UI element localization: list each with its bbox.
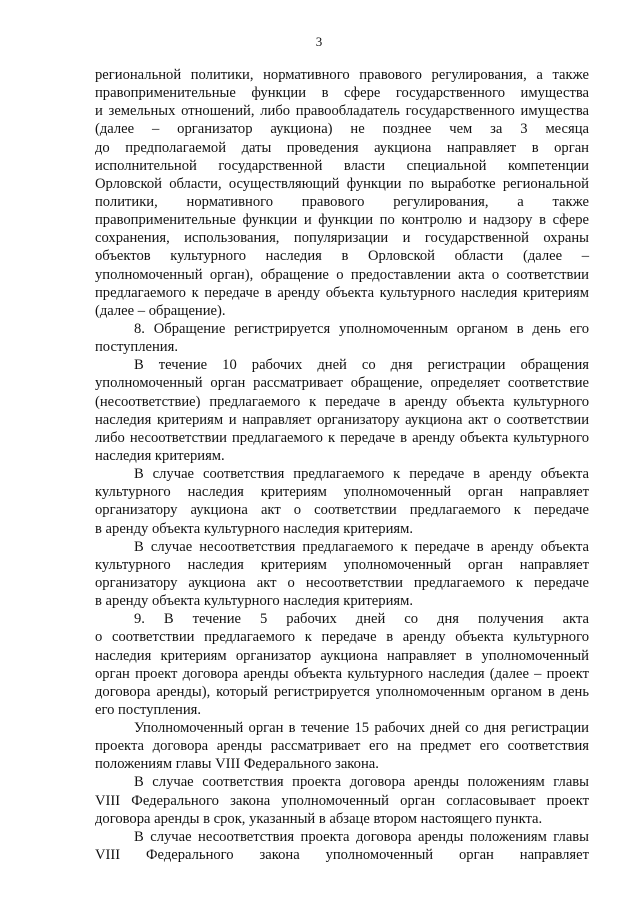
text-line: политики, нормативного правового регулирования, а также xyxy=(95,193,589,210)
text-line: В случае несоответствия предлагаемого к передаче в аренду объекта xyxy=(134,538,589,555)
text-line: поступления. xyxy=(95,339,178,356)
text-line: 9. В течение 5 рабочих дней со дня получения акта xyxy=(134,611,589,628)
text-line: наследия критериям и направляет организатору аукциона акт о соответствии xyxy=(95,411,589,428)
text-line: В случае соответствия предлагаемого к передаче в аренду объекта xyxy=(134,466,589,483)
text-line: В течение 10 рабочих дней со дня регистрации обращения xyxy=(134,357,589,374)
text-line: договора аренды), который регистрируется уполномоченным органом в день xyxy=(95,683,589,700)
text-line: его поступления. xyxy=(95,701,202,718)
text-line: до предполагаемой даты проведения аукциона направляет в орган xyxy=(95,139,589,156)
text-line: VIII Федерального закона уполномоченный орган согласовывает проект xyxy=(95,792,589,809)
text-line: VIII Федерального закона уполномоченный орган направляет xyxy=(95,847,589,864)
text-line: и земельных отношений, либо правообладатель государственного имущества xyxy=(95,103,589,120)
text-line: организатору аукциона акт о несоответствии предлагаемого к передаче xyxy=(95,574,589,591)
text-line: либо несоответствии предлагаемого к передаче в аренду объекта культурного xyxy=(95,429,589,446)
text-line: положениям главы VIII Федерального закона. xyxy=(95,756,379,773)
text-line: (несоответствие) предлагаемого к передаче в аренду объекта культурного xyxy=(95,393,589,410)
text-line: о соответствии предлагаемого к передаче в аренду объекта культурного xyxy=(95,629,589,646)
text-line: В случае соответствия проекта договора аренды положениям главы xyxy=(134,774,589,791)
text-line: объектов культурного наследия в Орловской области (далее – xyxy=(95,248,589,265)
text-line: культурного наследия критериям уполномоченный орган направляет xyxy=(95,484,589,501)
text-line: В случае несоответствия проекта договора аренды положениям главы xyxy=(134,828,589,845)
text-line: уполномоченный орган рассматривает обращение, определяет соответствие xyxy=(95,375,589,392)
text-line: наследия критериям организатор аукциона направляет в уполномоченный xyxy=(95,647,589,664)
text-line: культурного наследия критериям уполномоченный орган направляет xyxy=(95,556,589,573)
text-line: (далее – организатор аукциона) не позднее чем за 3 месяца xyxy=(95,121,589,138)
text-line: в аренду объекта культурного наследия критериям. xyxy=(95,593,413,610)
text-line: (далее – обращение). xyxy=(95,302,226,319)
text-line: правоприменительные функции в сфере государственного имущества xyxy=(95,85,589,102)
text-line: в аренду объекта культурного наследия критериям. xyxy=(95,520,413,537)
text-line: правоприменительные функции и функции по контролю и надзору в сфере xyxy=(95,212,589,229)
text-line: уполномоченный орган), обращение о предоставлении акта о соответствии xyxy=(95,266,589,283)
text-line: предлагаемого к передаче в аренду объекта культурного наследия критериям xyxy=(95,284,589,301)
text-line: договора аренды в срок, указанный в абзаце втором настоящего пункта. xyxy=(95,810,543,827)
text-line: орган проект договора аренды объекта культурного наследия (далее – проект xyxy=(95,665,589,682)
text-line: региональной политики, нормативного правового регулирования, а также xyxy=(95,67,589,83)
text-line: наследия критериям. xyxy=(95,447,225,464)
text-line: исполнительной государственной власти специальной компетенции xyxy=(95,157,589,174)
text-line: проекта договора аренды рассматривает его на предмет его соответствия xyxy=(95,738,589,755)
text-line: Орловской области, осуществляющий функции по выработке региональной xyxy=(95,175,589,192)
document-body xyxy=(95,66,589,864)
text-line: сохранения, использования, популяризации и государственной охраны xyxy=(95,230,589,247)
text-line: Уполномоченный орган в течение 15 рабочих дней со дня регистрации xyxy=(134,720,589,737)
text-line: организатору аукциона акт о соответствии предлагаемого к передаче xyxy=(95,502,589,519)
text-line: 8. Обращение регистрируется уполномоченным органом в день его xyxy=(134,320,589,337)
page-number: 3 xyxy=(315,34,323,49)
